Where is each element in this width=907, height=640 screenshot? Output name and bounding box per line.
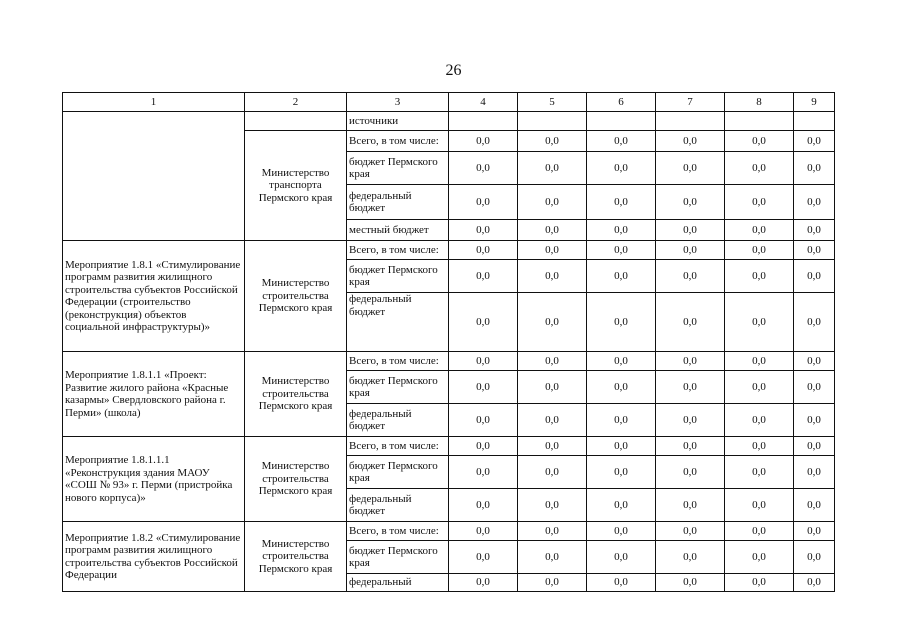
value-cell: 0,0 bbox=[449, 437, 518, 456]
source-cell: бюджет Пермского края bbox=[347, 152, 449, 185]
event-cell: Мероприятие 1.8.2 «Стимулирование программ развития жилищного строительства субъектов Российской Федерации bbox=[63, 522, 245, 592]
value-cell: 0,0 bbox=[449, 220, 518, 241]
value-cell: 0,0 bbox=[725, 404, 794, 437]
empty-cell bbox=[656, 112, 725, 131]
value-cell: 0,0 bbox=[656, 437, 725, 456]
value-cell: 0,0 bbox=[518, 131, 587, 152]
value-cell: 0,0 bbox=[725, 541, 794, 574]
value-cell: 0,0 bbox=[725, 371, 794, 404]
value-cell: 0,0 bbox=[449, 371, 518, 404]
source-cell: Всего, в том числе: bbox=[347, 352, 449, 371]
funding-table bbox=[62, 92, 835, 592]
value-cell: 0,0 bbox=[587, 404, 656, 437]
value-cell: 0,0 bbox=[794, 541, 835, 574]
value-cell: 0,0 bbox=[725, 574, 794, 592]
ministry-cell: Министерство строительства Пермского края bbox=[245, 522, 347, 592]
value-cell: 0,0 bbox=[587, 541, 656, 574]
value-cell: 0,0 bbox=[656, 352, 725, 371]
value-cell: 0,0 bbox=[656, 522, 725, 541]
value-cell: 0,0 bbox=[518, 185, 587, 220]
event-cell: Мероприятие 1.8.1.1.1 «Реконструкция здания МАОУ «СОШ № 93» г. Перми (пристройка нового корпуса)» bbox=[63, 437, 245, 522]
ministry-cell: Министерство строительства Пермского края bbox=[245, 241, 347, 352]
value-cell: 0,0 bbox=[794, 437, 835, 456]
value-cell: 0,0 bbox=[725, 185, 794, 220]
value-cell: 0,0 bbox=[725, 489, 794, 522]
source-cell: бюджет Пермского края bbox=[347, 260, 449, 293]
value-cell: 0,0 bbox=[449, 574, 518, 592]
value-cell: 0,0 bbox=[449, 241, 518, 260]
value-cell: 0,0 bbox=[449, 522, 518, 541]
column-number-row bbox=[63, 93, 835, 112]
value-cell: 0,0 bbox=[449, 293, 518, 352]
column-header: 2 bbox=[245, 93, 347, 112]
value-cell: 0,0 bbox=[518, 220, 587, 241]
value-cell: 0,0 bbox=[587, 522, 656, 541]
source-cell: Всего, в том числе: bbox=[347, 241, 449, 260]
empty-cell bbox=[518, 112, 587, 131]
table-row bbox=[63, 112, 835, 131]
value-cell: 0,0 bbox=[794, 574, 835, 592]
value-cell: 0,0 bbox=[518, 152, 587, 185]
value-cell: 0,0 bbox=[587, 152, 656, 185]
event-cell: Мероприятие 1.8.1 «Стимулирование программ развития жилищного строительства субъектов Российской Федерации (строительство (реконструкция) объектов социальной инфраструктуры)» bbox=[63, 241, 245, 352]
value-cell: 0,0 bbox=[587, 437, 656, 456]
value-cell: 0,0 bbox=[656, 220, 725, 241]
value-cell: 0,0 bbox=[656, 260, 725, 293]
value-cell: 0,0 bbox=[587, 293, 656, 352]
source-cell: федеральный bbox=[347, 574, 449, 592]
ministry-cell: Министерство строительства Пермского края bbox=[245, 352, 347, 437]
value-cell: 0,0 bbox=[449, 489, 518, 522]
column-header: 6 bbox=[587, 93, 656, 112]
value-cell: 0,0 bbox=[449, 152, 518, 185]
value-cell: 0,0 bbox=[656, 293, 725, 352]
source-cell: местный бюджет bbox=[347, 220, 449, 241]
column-header: 5 bbox=[518, 93, 587, 112]
value-cell: 0,0 bbox=[725, 241, 794, 260]
value-cell: 0,0 bbox=[794, 293, 835, 352]
source-cell: Всего, в том числе: bbox=[347, 522, 449, 541]
value-cell: 0,0 bbox=[518, 260, 587, 293]
value-cell: 0,0 bbox=[518, 574, 587, 592]
value-cell: 0,0 bbox=[794, 185, 835, 220]
column-header: 4 bbox=[449, 93, 518, 112]
event-cell bbox=[63, 112, 245, 241]
value-cell: 0,0 bbox=[794, 131, 835, 152]
value-cell: 0,0 bbox=[587, 456, 656, 489]
value-cell: 0,0 bbox=[794, 404, 835, 437]
value-cell: 0,0 bbox=[587, 220, 656, 241]
value-cell: 0,0 bbox=[725, 152, 794, 185]
column-header: 9 bbox=[794, 93, 835, 112]
value-cell: 0,0 bbox=[656, 456, 725, 489]
source-cell: федеральный бюджет bbox=[347, 185, 449, 220]
empty-cell bbox=[587, 112, 656, 131]
value-cell: 0,0 bbox=[794, 152, 835, 185]
value-cell: 0,0 bbox=[656, 185, 725, 220]
column-header: 8 bbox=[725, 93, 794, 112]
value-cell: 0,0 bbox=[725, 352, 794, 371]
event-cell: Мероприятие 1.8.1.1 «Проект: Развитие жилого района «Красные казармы» Свердловского района г. Перми» (школа) bbox=[63, 352, 245, 437]
value-cell: 0,0 bbox=[587, 131, 656, 152]
value-cell: 0,0 bbox=[656, 404, 725, 437]
ministry-cell: Министерство строительства Пермского края bbox=[245, 437, 347, 522]
value-cell: 0,0 bbox=[518, 522, 587, 541]
value-cell: 0,0 bbox=[794, 371, 835, 404]
ministry-cell: Министерство транспорта Пермского края bbox=[245, 131, 347, 241]
value-cell: 0,0 bbox=[587, 574, 656, 592]
source-cell: бюджет Пермского края bbox=[347, 456, 449, 489]
value-cell: 0,0 bbox=[794, 456, 835, 489]
value-cell: 0,0 bbox=[656, 489, 725, 522]
value-cell: 0,0 bbox=[794, 352, 835, 371]
value-cell: 0,0 bbox=[518, 541, 587, 574]
source-cell: федеральный бюджет bbox=[347, 489, 449, 522]
value-cell: 0,0 bbox=[656, 131, 725, 152]
source-cell: федеральный бюджет bbox=[347, 293, 449, 352]
source-cell: Всего, в том числе: bbox=[347, 131, 449, 152]
value-cell: 0,0 bbox=[794, 260, 835, 293]
value-cell: 0,0 bbox=[449, 131, 518, 152]
value-cell: 0,0 bbox=[725, 260, 794, 293]
table-row bbox=[63, 352, 835, 371]
column-header: 3 bbox=[347, 93, 449, 112]
source-cell: федеральный бюджет bbox=[347, 404, 449, 437]
empty-cell bbox=[725, 112, 794, 131]
table-row bbox=[63, 522, 835, 541]
value-cell: 0,0 bbox=[449, 541, 518, 574]
value-cell: 0,0 bbox=[449, 456, 518, 489]
value-cell: 0,0 bbox=[518, 489, 587, 522]
value-cell: 0,0 bbox=[518, 404, 587, 437]
value-cell: 0,0 bbox=[587, 241, 656, 260]
value-cell: 0,0 bbox=[587, 489, 656, 522]
value-cell: 0,0 bbox=[656, 574, 725, 592]
value-cell: 0,0 bbox=[794, 522, 835, 541]
page-number: 26 bbox=[445, 62, 462, 79]
source-cell: бюджет Пермского края bbox=[347, 541, 449, 574]
source-cell: бюджет Пермского края bbox=[347, 371, 449, 404]
value-cell: 0,0 bbox=[587, 185, 656, 220]
empty-cell bbox=[794, 112, 835, 131]
value-cell: 0,0 bbox=[794, 241, 835, 260]
value-cell: 0,0 bbox=[725, 456, 794, 489]
value-cell: 0,0 bbox=[518, 241, 587, 260]
value-cell: 0,0 bbox=[518, 293, 587, 352]
value-cell: 0,0 bbox=[518, 456, 587, 489]
value-cell: 0,0 bbox=[794, 220, 835, 241]
source-cell: Всего, в том числе: bbox=[347, 437, 449, 456]
value-cell: 0,0 bbox=[656, 152, 725, 185]
value-cell: 0,0 bbox=[518, 371, 587, 404]
empty-cell bbox=[449, 112, 518, 131]
value-cell: 0,0 bbox=[449, 404, 518, 437]
value-cell: 0,0 bbox=[518, 352, 587, 371]
value-cell: 0,0 bbox=[587, 371, 656, 404]
value-cell: 0,0 bbox=[725, 220, 794, 241]
empty-cell bbox=[245, 112, 347, 131]
value-cell: 0,0 bbox=[725, 522, 794, 541]
value-cell: 0,0 bbox=[725, 437, 794, 456]
source-header-cell: источники bbox=[347, 112, 449, 131]
table-row bbox=[63, 437, 835, 456]
column-header: 1 bbox=[63, 93, 245, 112]
value-cell: 0,0 bbox=[725, 293, 794, 352]
value-cell: 0,0 bbox=[725, 131, 794, 152]
value-cell: 0,0 bbox=[656, 241, 725, 260]
value-cell: 0,0 bbox=[656, 541, 725, 574]
table-row bbox=[63, 241, 835, 260]
value-cell: 0,0 bbox=[449, 352, 518, 371]
value-cell: 0,0 bbox=[656, 371, 725, 404]
value-cell: 0,0 bbox=[449, 260, 518, 293]
value-cell: 0,0 bbox=[518, 437, 587, 456]
value-cell: 0,0 bbox=[587, 352, 656, 371]
value-cell: 0,0 bbox=[587, 260, 656, 293]
value-cell: 0,0 bbox=[449, 185, 518, 220]
column-header: 7 bbox=[656, 93, 725, 112]
value-cell: 0,0 bbox=[794, 489, 835, 522]
